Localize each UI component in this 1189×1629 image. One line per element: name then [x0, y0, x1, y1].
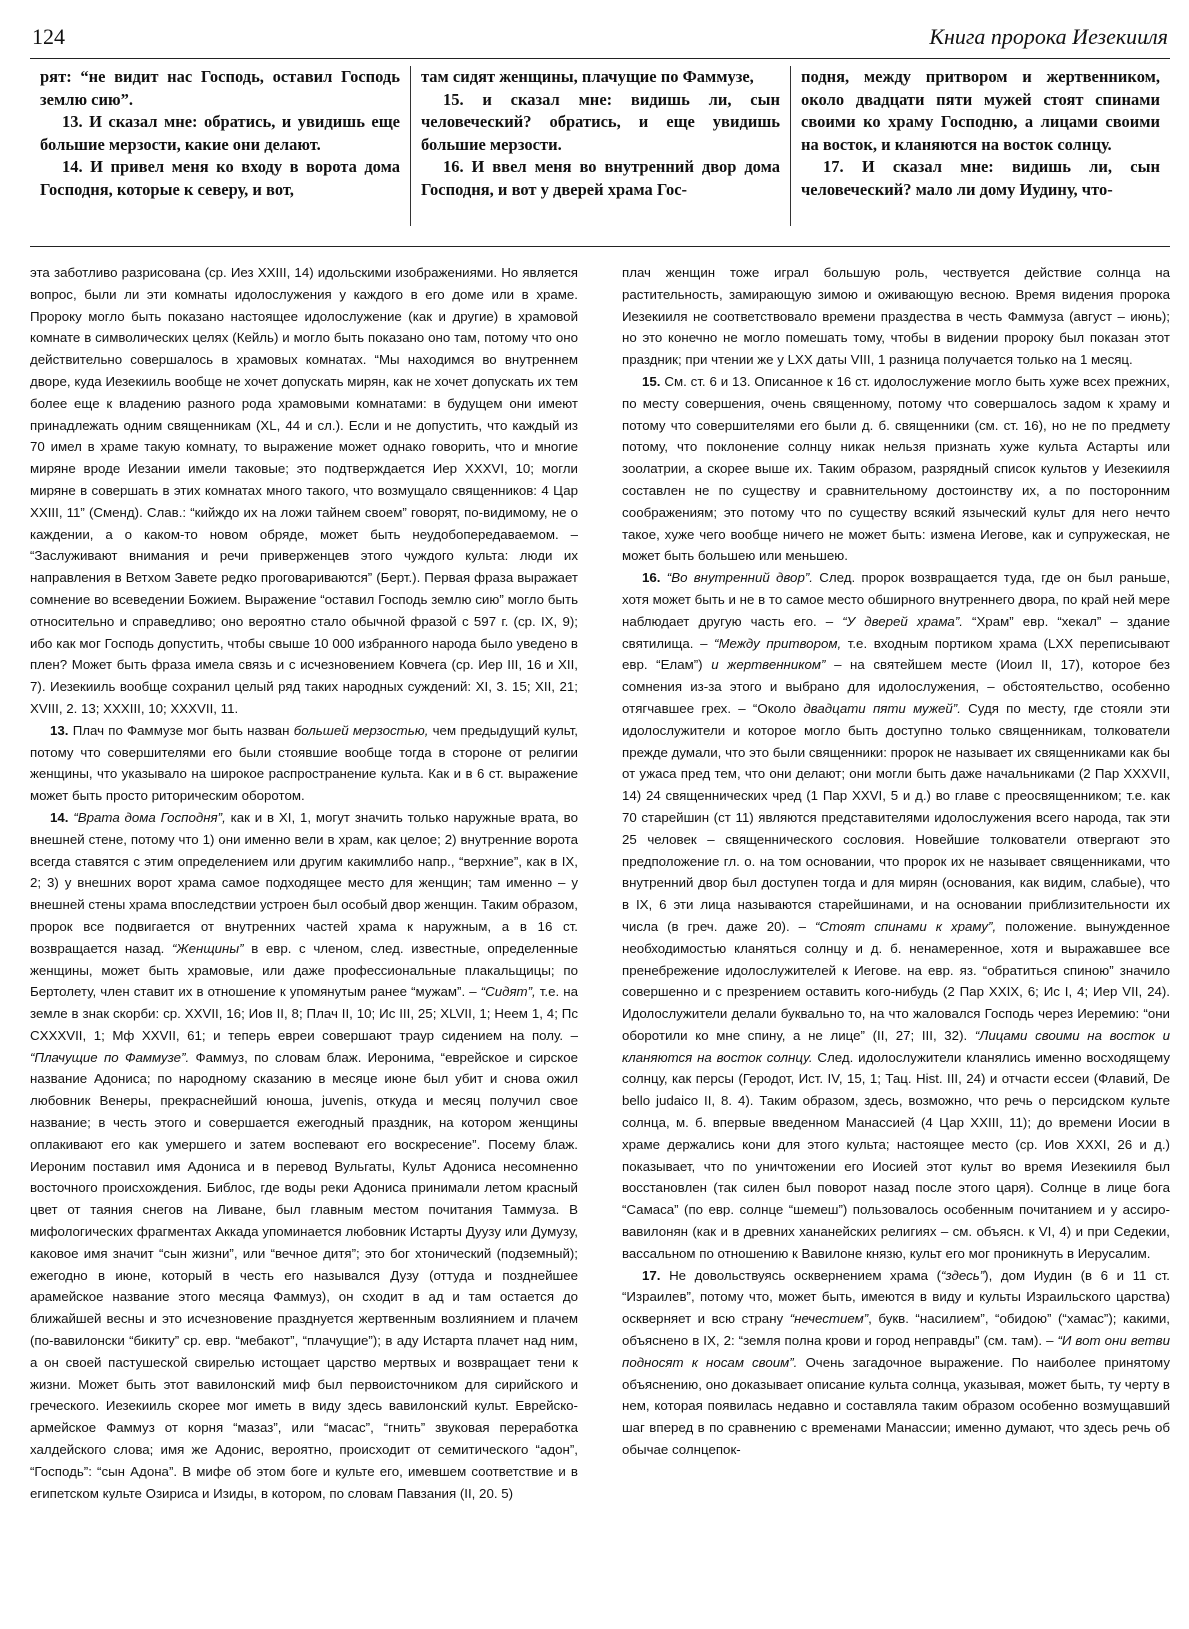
verse-14: 14. И привел меня ко входу в ворота дома Господня, которые к северу, и вот, [40, 157, 400, 199]
verse-number: 17. [642, 1267, 661, 1283]
scripture-verses [30, 66, 1170, 226]
commentary-paragraph-17: 17. Не довольствуясь осквернением храма (“здесь”), дом Иудин (в 6 и 11 ст. “Израилев”, потому что, может быть, имеются в виду и культы Израильского царства) оскверняет и всю страну “нечестием”, букв. “насилием”, “обидою” (“хамас”); какими, объяснено в IX, 2: “земля полна крови и город неправды” (см. там). – “И вот они ветви подносят к носам своим”. Очень загадочное выражение. По наиболее принятому объяснению, оно доказывает описание культа солнца, указывая, может быть, ту черту в нем, которая появилась недавно и составляла таким образом особенно возмущавший шаг вперед в по сравнению с временами Манассии; именно думают, что здесь речь об обычае солнцепок- [622, 1267, 1170, 1458]
commentary-paragraph: эта заботливо разрисована (ср. Иез XXIII, 14) идольскими изображениями. Но является вопрос, были ли эти комнаты идолослужения у каждого в его доме или в храме. Пророку могло быть показано настоящее идолослужение (как и другие) в храмовой комнате в символических целях (Кейль) и могло быть показано оно там, потому что оно действительно совершалось в храмовых комнатах. “Мы находимся во внутреннем дворе, куда Иезекииль вообще не хочет допускать мирян, как не хочет допускать их тем более еще к владению разного рода храмовыми комнатами: в будущем они имеют принадлежать одним священникам (XL, 44 и сл.). Если и не допустить, что каждый из 70 имел в храме такую комнату, то выражение может однако говорить, что и многие миряне вроде Иезании имели таковые; это подтверждается Иер XXXVI, 10; могли миряне в совершать в этих комнатах много такого, что возмущало священников: 4 Цар XXIII, 11” (Сменд). Слав.: “кийждо их на ложи тайнем своем” говорят, по-видимому, не о каждении, а о каком-то новом обряде, может быть неудобопередаваемом. – “Заслуживают внимания и речи приверженцев этого чуждого культа: люди их направления в Ветхом Завете редко проговариваются” (Берт.). Первая фраза выражает сомнение во всеведении Божием. Выражение “оставил Господь землю сию” могло быть относительно и справедливо; оно вероятно стало обычной фразой с 597 г. (ср. IX, 9); ибо как мог Господь допустить, чтобы свыше 10 000 избранного народа было уведено в плен? Может быть фраза имела связь и с исчезновением Ковчега (ср. Иер III, 16 и XII, 7). Иезекииль вообще сохранил целый ряд таких народных суждений: XI, 3. 15; XII, 21; XVIII, 2. 13; XXXIII, 10; XXXVII, 11. [30, 265, 578, 716]
verse-number: 16. [642, 570, 661, 586]
verse-16: 16. И ввел меня во внутренний двор дома Господня, и вот у дверей храма Гос- [421, 157, 780, 199]
verse-15: 15. и сказал мне: видишь ли, сын человеческий? обратись, и еще увидишь большие мерзости. [421, 89, 780, 154]
verse-column-2 [410, 66, 790, 226]
verse-column-3 [790, 66, 1170, 226]
verse-17: 17. И сказал мне: видишь ли, сын человеческий? мало ли дому Иудину, что- [801, 157, 1160, 199]
page-number: 124 [32, 24, 65, 49]
verse-text: подня, между притвором и жертвенником, около двадцати пяти мужей стоят спинами своими ко храму Господню, а лицами своими на восток, и кланяются на восток солнцу. [801, 67, 1160, 154]
verse-number: 15. [642, 373, 661, 389]
verse-number: 14. [50, 809, 69, 825]
commentary-paragraph-14: 14. “Врата дома Господня”, как и в XI, 1, могут значить только наружные врата, во внешней стене, потому что 1) они именно вели в храм, как целое; 2) внутренние ворота всегда ставятся с этим определением или другим какимлибо напр., “верхние”, как в IX, 2; 3) у внешних ворот храма самое подходящее место для женщин; там именно – у внешней стены храма впоследствии устроен был особый двор женщин. Таким образом, пророк все подвигается от внутренних частей храма к наружным, а в 16 ст. возвращается назад. “Женщины” в евр. с членом, след. известные, определенные женщины, может быть храмовые, или даже профессиональные плакальщицы; по Бертолету, член ставит их в отношение к упомянутым ранее “мужам”. – “Сидят”, т.е. на земле в знак скорби: ср. XXVII, 16; Иов II, 8; Плач II, 10; Ис III, 25; XLVII, 1; Неем 1, 4; Пс CXXXVII, 1; Мф XXVII, 61; и теперь евреи совершают траур сидением на полу. – “Плачущие по Фаммузе”. Фаммуз, по словам блаж. Иеронима, “еврейское и сирское название Адониса; по народному сказанию в месяце июне был убит и снова ожил любовник Венеры, прекраснейший юноша, juvenis, откуда и месяц получил свое название; в честь этого и совершается ежегодный праздник, на котором женщины оплакивают его как умершего и затем воспевают его воскресение”. Посему блаж. Иероним поставил имя Адониса и в перевод Вульгаты, Культ Адониса несомненно восточного происхождения. Библос, где воды реки Адониса принимали летом красный цвет от таяния снегов на Ливане, был главным местом почитания Таммуза. В мифологических фрагментах Аккада упоминается любовник Истарты Дуузу или Думузу, каковое имя значит “сын жизни”, или “вечное дитя”; это бог хтонический (подземный); ежегодно в июне, который в честь его назывался Дузу (оттуда и позднейшее арамейское название этого месяца Фаммуз), он сходит в ад и там остается до ближайшей весны и это исчезновение празднуется жертвенным возлиянием и плачем (по-вавилонски “бикиту” ср. евр. “мебакот”, “плачущие”); в аду Истарта плачет над ним, а он своей пастушеской свирелью истощает царство мертвых и возвращает тени к жизни. Может быть этот вавилонский миф был первоисточником для сирийского и греческого. Иезекииль скорее мог иметь в виду здесь вавилонский культ. Еврейско-армейское Фаммуз от корня “мазаз”, или “масас”, “гнить” звуковая переработка халдейского слова; имя же Адонис, вероятно, происходит от семитического “адон”, “Господь”: “сын Адона”. В мифе об этом боге и культе его, имевшем соответствие и в египетском культе Озириса и Изиды, в котором, по словам Павзания (II, 20. 5) [30, 809, 579, 1501]
commentary-paragraph-16: 16. “Во внутренний двор”. След. пророк возвращается туда, где он был раньше, хотя может быть и не в то самое место обширного внутреннего двора, по край ней мере наблюдает другую часть его. – “У дверей храма”. “Храм” евр. “хекал” – здание святилища. – “Между притвором, т.е. входным портиком храма (LXX переписывают евр. “Елам”) и жертвенником” – на святейшем месте (Иоил II, 17), которое без сомнения из-за этого и выбрано для идолослужения, – обстоятельство, особенно отягчавшее грех. – “Около двадцати пяти мужей”. Судя по месту, где стояли эти идолослужители и которое могло быть доступно только священникам, толкователи прежде думали, что это были священники: пророк не называет их священниками как бы от ужаса пред тем, что они делают; они могли быть даже начальниками (2 Пар XXXVII, 14) 24 священнических чред (1 Пар XXVI, 5 и д.) во главе с преосвященником; т.е. как 70 старейшин (ст 11) являются представителями идолослужения всего народа, так эти 25 человек – священнического сословия. Новейшие толкователи отвергают это предположение гл. о. на том основании, что пророк их не называет священниками, что внутренний двор был доступен тогда и для мирян (основания, как видим, слабые), что в IX, 6 эти лица называются старейшинами, и на основании приблизительности их числа (в греч. даже 20). – “Стоят спинами к храму”, положение. вынужденное необходимостью кланяться солнцу и д. б. ненамеренное, хотя и выражавшее все пренебрежение идолослужителей к Иегове. на евр. яз. “обратиться спиною” значило совершенно и с презрением оставить кого-нибудь (2 Пар XXIX, 6; Ис I, 4; Иер VII, 24). Идолослужители делали буквально то, на что жаловался Господь через Иеремию: “они оборотили ко мне спину, а не лице” (II, 27; III, 32). “Лицами своими на восток и кланяются на восток солнцу. След. идолослужители кланялись именно восходящему солнцу, как персы (Геродот, Ист. IV, 15, 1; Тац. Hist. III, 24) и отчасти ессеи (Флавий, De bello judaico II, 8. 4). Таким образом, здесь, возможно, что речь о персидском культе солнца, м. б. впервые введенном Манассией (4 Цар XXIII, 11); до времени Иосии в храме держались кони для этого культа; настоящее место (ср. Иов XXXI, 26 и д.) показывает, что по уничтожении его Иосией этот культ во время Иезекииля был восстановлен (так силен был поворот назад после этого царя). Солнце в лице бога “Самаса” (по евр. солнце “шемеш”) пользовалось особенным почитанием и у ассиро-вавилонян (как и в древних хананейских религиях – см. объясн. к VI, 4) и при Седекии, вассальном по отношению к Вавилоне князю, культ его мог проникнуть в Иерусалим. [622, 570, 1171, 1261]
commentary-paragraph: плач женщин тоже играл большую роль, чествуется действие солнца на растительность, замирающую зимою и оживающую весною. Время видения пророка Иезекииля не соответствовало времени праздества в честь Фаммуза (август – июнь); но это конечно не могло помешать тому, чтобы в видении пророку был показан этот праздник; при чтении же у LXX даты VIII, 1 разница получается только на 1 месяц. [622, 265, 1170, 368]
section-divider [30, 246, 1170, 247]
commentary-column-right [622, 262, 1170, 1461]
verse-13: 13. И сказал мне: обратись, и увидишь еще большие мерзости, какие они делают. [40, 112, 400, 154]
commentary-paragraph-15: 15. См. ст. 6 и 13. Описанное к 16 ст. идолослужение могло быть хуже всех прежних, по месту совершения, очень священному, потому что совершалось задом к храму и потому что совершителями его были д. б. священники (см. ст. 16), но не по предмету потому, что поклонение солнцу никак нельзя признать хуже культа Астарты или зоолатрии, а скорее выше их. Таким образом, разрядный список культов у Иезекииля составлен не по существу и сравнительному достоинству их, а по посторонним соображениям; это потому что по существу всякий языческий культ для него нечто такое, хуже чего вообще ничего не может быть: измена Иегове, как и супружеская, не может быть большею или меньшею. [622, 373, 1170, 564]
verse-number: 13. [50, 722, 69, 738]
commentary-column-left [30, 262, 578, 1504]
verse-column-1 [30, 66, 410, 226]
verse-text: рят: “не видит нас Господь, оставил Господь землю сию”. [40, 67, 400, 109]
book-title: Книга пророка Иезекииля [929, 24, 1168, 49]
commentary-paragraph-13: 13. Плач по Фаммузе мог быть назван большей мерзостью, чем предыдущий культ, потому что совершителями его были стоявшие вообще тогда в стороне от религии женщины, что указывало на широкое распространение культа. Как и в 6 ст. выражение может быть просто риторическим оборотом. [30, 722, 578, 804]
running-header [30, 18, 1170, 59]
verse-text: там сидят женщины, плачущие по Фаммузе, [421, 67, 754, 86]
